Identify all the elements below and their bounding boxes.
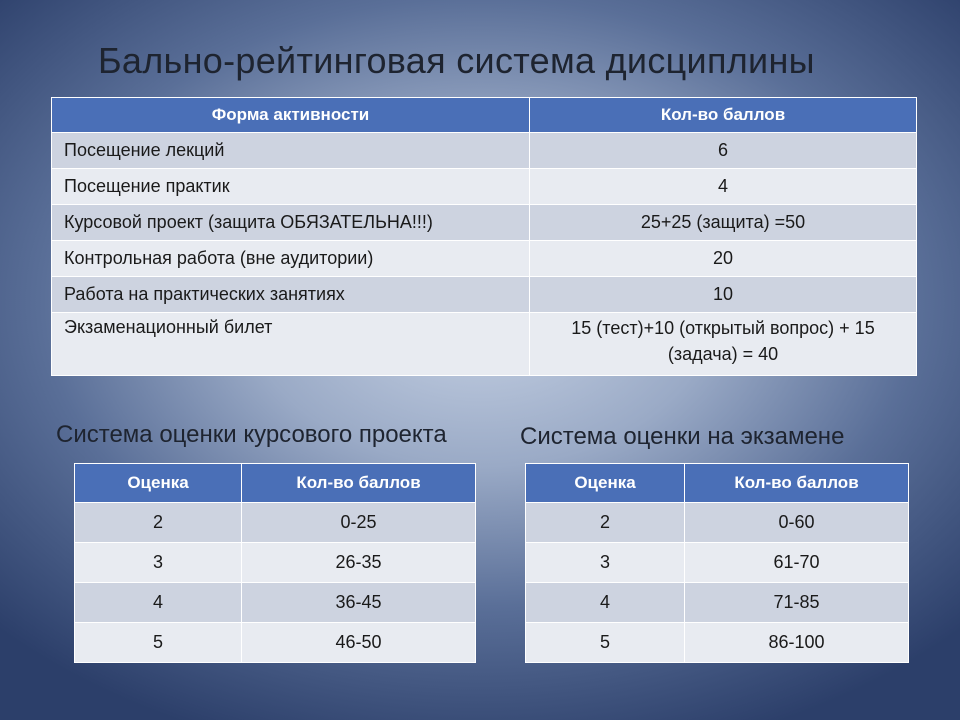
grade-cell: 5 xyxy=(526,623,685,663)
course-grading-table xyxy=(74,463,476,663)
table-row xyxy=(52,277,917,313)
table-row xyxy=(526,623,909,663)
grade-cell: 2 xyxy=(75,503,242,543)
activity-cell: Посещение лекций xyxy=(52,133,530,169)
table-row xyxy=(75,543,476,583)
grade-cell: 4 xyxy=(526,583,685,623)
table-header-row xyxy=(52,98,917,133)
activity-cell: Экзаменационный билет xyxy=(52,313,530,376)
table-row xyxy=(526,543,909,583)
table-row xyxy=(526,583,909,623)
table-header-row xyxy=(526,464,909,503)
points-cell: 20 xyxy=(530,241,917,277)
table-row xyxy=(75,503,476,543)
grade-cell: 4 xyxy=(75,583,242,623)
activity-cell: Посещение практик xyxy=(52,169,530,205)
points-cell: 4 xyxy=(530,169,917,205)
exam-grading-table xyxy=(525,463,909,663)
header-points: Кол-во баллов xyxy=(530,98,917,133)
header-grade: Оценка xyxy=(75,464,242,503)
range-cell: 0-25 xyxy=(242,503,476,543)
table-header-row xyxy=(75,464,476,503)
table-row xyxy=(52,205,917,241)
header-points: Кол-во баллов xyxy=(685,464,909,503)
header-grade: Оценка xyxy=(526,464,685,503)
table-row xyxy=(75,623,476,663)
activity-cell: Работа на практических занятиях xyxy=(52,277,530,313)
range-cell: 86-100 xyxy=(685,623,909,663)
activity-points-table xyxy=(51,97,917,376)
points-cell: 25+25 (защита) =50 xyxy=(530,205,917,241)
exam-grading-title: Система оценки на экзамене xyxy=(520,423,845,450)
grade-cell: 3 xyxy=(75,543,242,583)
range-cell: 36-45 xyxy=(242,583,476,623)
points-cell xyxy=(530,313,917,376)
table-row xyxy=(52,169,917,205)
grade-cell: 5 xyxy=(75,623,242,663)
points-line: (задача) = 40 xyxy=(667,344,779,364)
table-row xyxy=(75,583,476,623)
activity-cell: Курсовой проект (защита ОБЯЗАТЕЛЬНА!!!) xyxy=(52,205,530,241)
points-cell: 6 xyxy=(530,133,917,169)
header-points: Кол-во баллов xyxy=(242,464,476,503)
table-row xyxy=(52,313,917,376)
course-grading-title: Система оценки курсового проекта xyxy=(56,421,447,448)
activity-cell: Контрольная работа (вне аудитории) xyxy=(52,241,530,277)
table-row xyxy=(52,241,917,277)
grade-cell: 3 xyxy=(526,543,685,583)
points-line: 15 (тест)+10 (открытый вопрос) + 15 xyxy=(571,318,875,338)
table-row xyxy=(526,503,909,543)
points-cell: 10 xyxy=(530,277,917,313)
range-cell: 26-35 xyxy=(242,543,476,583)
range-cell: 46-50 xyxy=(242,623,476,663)
range-cell: 71-85 xyxy=(685,583,909,623)
grade-cell: 2 xyxy=(526,503,685,543)
range-cell: 61-70 xyxy=(685,543,909,583)
header-activity: Форма активности xyxy=(52,98,530,133)
slide-title: Бально-рейтинговая система дисциплины xyxy=(98,40,815,81)
range-cell: 0-60 xyxy=(685,503,909,543)
table-row xyxy=(52,133,917,169)
